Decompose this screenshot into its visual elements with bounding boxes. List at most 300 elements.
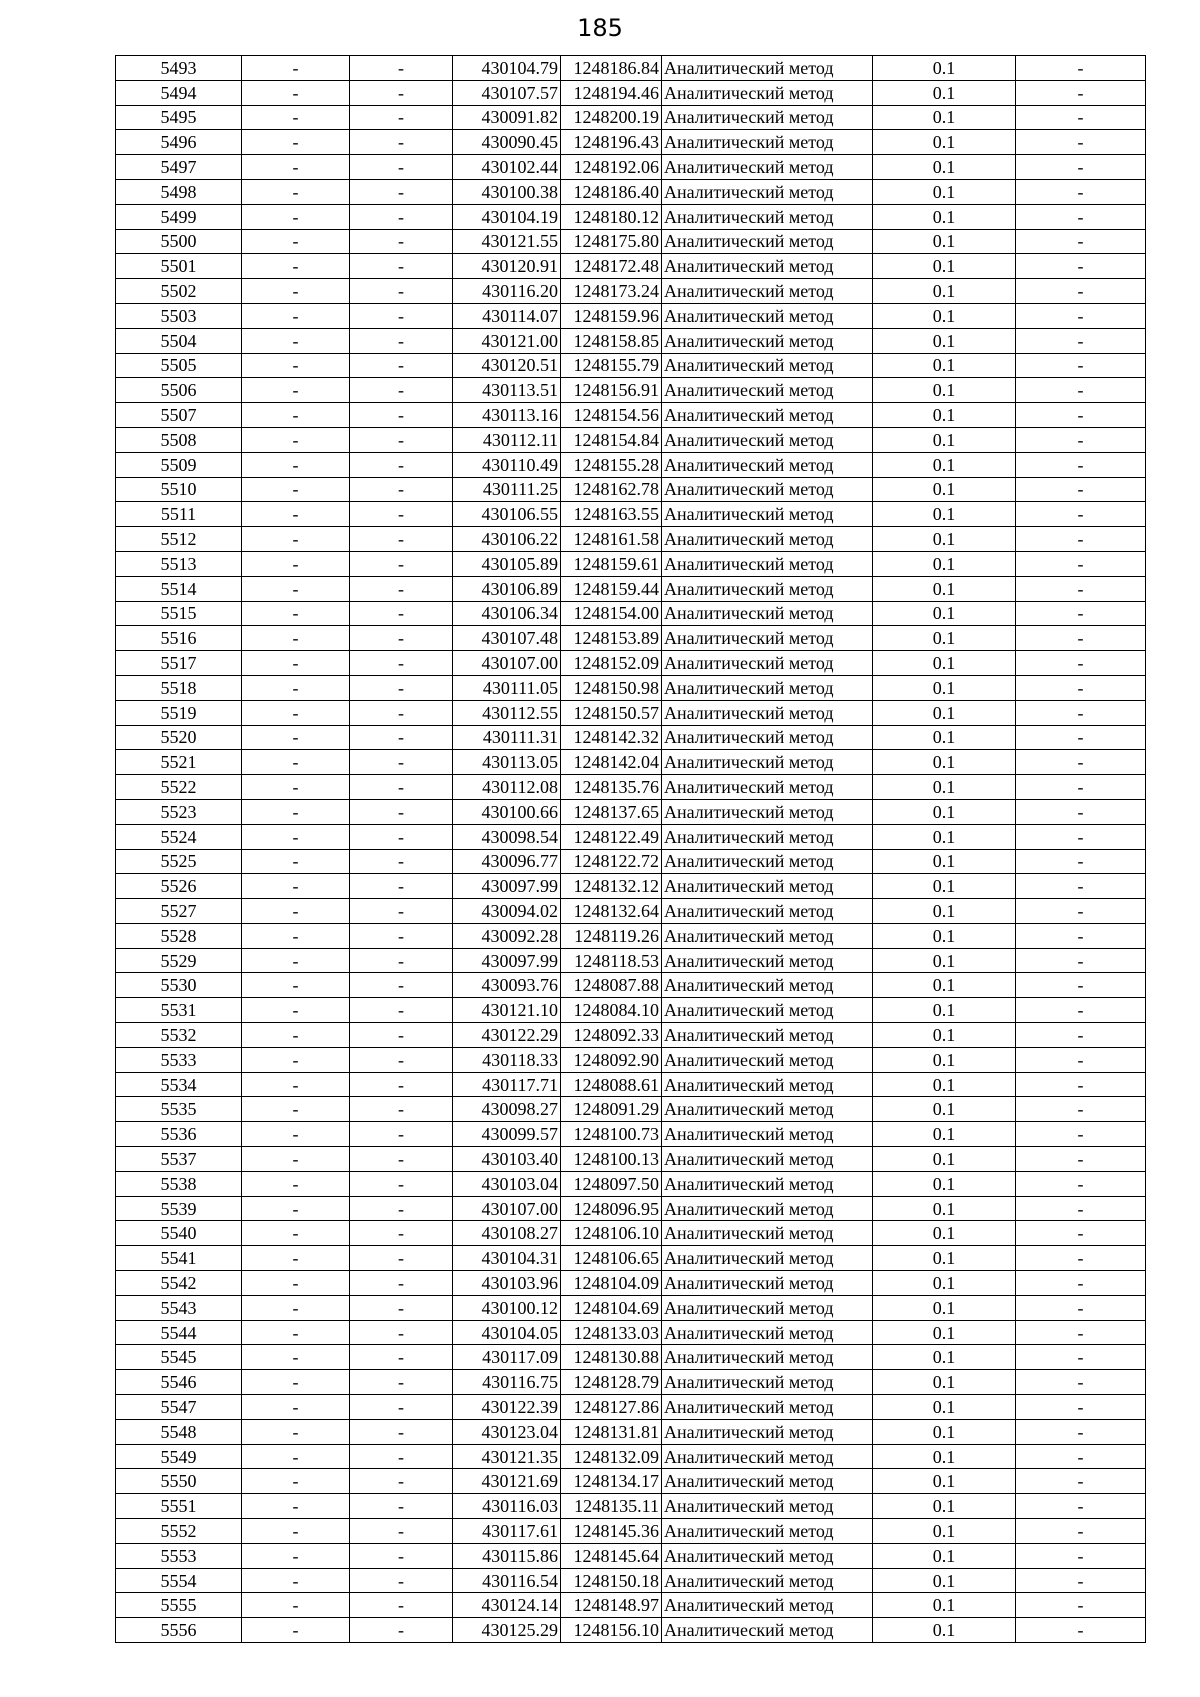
dash-cell: -	[1016, 452, 1146, 477]
table-row	[116, 80, 1146, 105]
dash-cell: -	[242, 1221, 350, 1246]
accuracy-cell: 0.1	[873, 328, 1016, 353]
accuracy-cell: 0.1	[873, 1419, 1016, 1444]
dash-cell: -	[1016, 1122, 1146, 1147]
table-row	[116, 403, 1146, 428]
x-coordinate-cell: 430104.05	[453, 1320, 561, 1345]
x-coordinate-cell: 430112.55	[453, 700, 561, 725]
x-coordinate-cell: 430100.38	[453, 179, 561, 204]
table-row	[116, 1593, 1146, 1618]
dash-cell: -	[1016, 1543, 1146, 1568]
dash-cell: -	[1016, 849, 1146, 874]
dash-cell: -	[242, 1568, 350, 1593]
table-row	[116, 1419, 1146, 1444]
point-number-cell: 5519	[116, 700, 242, 725]
dash-cell: -	[242, 1023, 350, 1048]
method-cell: Аналитический метод	[662, 477, 873, 502]
y-coordinate-cell: 1248159.44	[561, 576, 662, 601]
accuracy-cell: 0.1	[873, 1345, 1016, 1370]
dash-cell: -	[242, 452, 350, 477]
method-cell: Аналитический метод	[662, 1295, 873, 1320]
dash-cell: -	[1016, 576, 1146, 601]
accuracy-cell: 0.1	[873, 874, 1016, 899]
point-number-cell: 5496	[116, 130, 242, 155]
dash-cell: -	[1016, 1494, 1146, 1519]
x-coordinate-cell: 430091.82	[453, 105, 561, 130]
accuracy-cell: 0.1	[873, 1494, 1016, 1519]
dash-cell: -	[1016, 700, 1146, 725]
x-coordinate-cell: 430114.07	[453, 303, 561, 328]
accuracy-cell: 0.1	[873, 775, 1016, 800]
accuracy-cell: 0.1	[873, 1171, 1016, 1196]
method-cell: Аналитический метод	[662, 899, 873, 924]
y-coordinate-cell: 1248118.53	[561, 948, 662, 973]
table-row	[116, 328, 1146, 353]
method-cell: Аналитический метод	[662, 1047, 873, 1072]
y-coordinate-cell: 1248104.69	[561, 1295, 662, 1320]
dash-cell: -	[242, 130, 350, 155]
y-coordinate-cell: 1248091.29	[561, 1097, 662, 1122]
accuracy-cell: 0.1	[873, 675, 1016, 700]
table-row	[116, 1171, 1146, 1196]
dash-cell: -	[350, 1221, 453, 1246]
dash-cell: -	[350, 1494, 453, 1519]
dash-cell: -	[242, 427, 350, 452]
table-row	[116, 1469, 1146, 1494]
table-row	[116, 1444, 1146, 1469]
y-coordinate-cell: 1248152.09	[561, 651, 662, 676]
method-cell: Аналитический метод	[662, 1543, 873, 1568]
accuracy-cell: 0.1	[873, 1023, 1016, 1048]
accuracy-cell: 0.1	[873, 725, 1016, 750]
dash-cell: -	[242, 626, 350, 651]
dash-cell: -	[1016, 998, 1146, 1023]
method-cell: Аналитический метод	[662, 824, 873, 849]
y-coordinate-cell: 1248132.09	[561, 1444, 662, 1469]
accuracy-cell: 0.1	[873, 1295, 1016, 1320]
method-cell: Аналитический метод	[662, 1271, 873, 1296]
point-number-cell: 5552	[116, 1519, 242, 1544]
table-row	[116, 279, 1146, 304]
dash-cell: -	[350, 378, 453, 403]
method-cell: Аналитический метод	[662, 1395, 873, 1420]
dash-cell: -	[1016, 1295, 1146, 1320]
accuracy-cell: 0.1	[873, 1370, 1016, 1395]
dash-cell: -	[350, 502, 453, 527]
method-cell: Аналитический метод	[662, 849, 873, 874]
dash-cell: -	[242, 675, 350, 700]
page-number: 185	[577, 14, 623, 42]
dash-cell: -	[350, 1543, 453, 1568]
point-number-cell: 5532	[116, 1023, 242, 1048]
accuracy-cell: 0.1	[873, 502, 1016, 527]
dash-cell: -	[350, 452, 453, 477]
point-number-cell: 5537	[116, 1147, 242, 1172]
dash-cell: -	[242, 1295, 350, 1320]
dash-cell: -	[242, 229, 350, 254]
dash-cell: -	[350, 1618, 453, 1643]
dash-cell: -	[242, 105, 350, 130]
dash-cell: -	[242, 923, 350, 948]
dash-cell: -	[242, 1370, 350, 1395]
point-number-cell: 5510	[116, 477, 242, 502]
x-coordinate-cell: 430113.16	[453, 403, 561, 428]
method-cell: Аналитический метод	[662, 700, 873, 725]
x-coordinate-cell: 430117.71	[453, 1072, 561, 1097]
accuracy-cell: 0.1	[873, 601, 1016, 626]
dash-cell: -	[1016, 229, 1146, 254]
dash-cell: -	[242, 1543, 350, 1568]
dash-cell: -	[1016, 303, 1146, 328]
dash-cell: -	[350, 1593, 453, 1618]
table-row	[116, 899, 1146, 924]
point-number-cell: 5508	[116, 427, 242, 452]
table-row	[116, 948, 1146, 973]
point-number-cell: 5543	[116, 1295, 242, 1320]
dash-cell: -	[1016, 973, 1146, 998]
method-cell: Аналитический метод	[662, 576, 873, 601]
y-coordinate-cell: 1248172.48	[561, 254, 662, 279]
accuracy-cell: 0.1	[873, 155, 1016, 180]
dash-cell: -	[1016, 1593, 1146, 1618]
dash-cell: -	[1016, 56, 1146, 81]
dash-cell: -	[242, 601, 350, 626]
dash-cell: -	[350, 254, 453, 279]
dash-cell: -	[242, 1419, 350, 1444]
method-cell: Аналитический метод	[662, 1221, 873, 1246]
dash-cell: -	[1016, 1320, 1146, 1345]
dash-cell: -	[242, 527, 350, 552]
point-number-cell: 5527	[116, 899, 242, 924]
x-coordinate-cell: 430124.14	[453, 1593, 561, 1618]
dash-cell: -	[350, 279, 453, 304]
accuracy-cell: 0.1	[873, 651, 1016, 676]
table-row	[116, 551, 1146, 576]
accuracy-cell: 0.1	[873, 923, 1016, 948]
point-number-cell: 5556	[116, 1618, 242, 1643]
y-coordinate-cell: 1248137.65	[561, 799, 662, 824]
accuracy-cell: 0.1	[873, 279, 1016, 304]
x-coordinate-cell: 430103.04	[453, 1171, 561, 1196]
dash-cell: -	[350, 998, 453, 1023]
x-coordinate-cell: 430112.08	[453, 775, 561, 800]
x-coordinate-cell: 430113.05	[453, 750, 561, 775]
accuracy-cell: 0.1	[873, 1618, 1016, 1643]
y-coordinate-cell: 1248145.64	[561, 1543, 662, 1568]
accuracy-cell: 0.1	[873, 899, 1016, 924]
x-coordinate-cell: 430121.69	[453, 1469, 561, 1494]
method-cell: Аналитический метод	[662, 923, 873, 948]
accuracy-cell: 0.1	[873, 799, 1016, 824]
dash-cell: -	[242, 1122, 350, 1147]
point-number-cell: 5539	[116, 1196, 242, 1221]
point-number-cell: 5526	[116, 874, 242, 899]
dash-cell: -	[1016, 1221, 1146, 1246]
method-cell: Аналитический метод	[662, 725, 873, 750]
dash-cell: -	[350, 229, 453, 254]
x-coordinate-cell: 430108.27	[453, 1221, 561, 1246]
y-coordinate-cell: 1248156.10	[561, 1618, 662, 1643]
method-cell: Аналитический метод	[662, 973, 873, 998]
dash-cell: -	[1016, 527, 1146, 552]
y-coordinate-cell: 1248119.26	[561, 923, 662, 948]
point-number-cell: 5498	[116, 179, 242, 204]
dash-cell: -	[1016, 1568, 1146, 1593]
dash-cell: -	[350, 651, 453, 676]
dash-cell: -	[1016, 799, 1146, 824]
point-number-cell: 5518	[116, 675, 242, 700]
accuracy-cell: 0.1	[873, 80, 1016, 105]
y-coordinate-cell: 1248132.64	[561, 899, 662, 924]
point-number-cell: 5541	[116, 1246, 242, 1271]
table-row	[116, 1543, 1146, 1568]
x-coordinate-cell: 430115.86	[453, 1543, 561, 1568]
y-coordinate-cell: 1248106.10	[561, 1221, 662, 1246]
dash-cell: -	[350, 1345, 453, 1370]
dash-cell: -	[1016, 824, 1146, 849]
method-cell: Аналитический метод	[662, 427, 873, 452]
y-coordinate-cell: 1248132.12	[561, 874, 662, 899]
y-coordinate-cell: 1248084.10	[561, 998, 662, 1023]
dash-cell: -	[350, 1320, 453, 1345]
dash-cell: -	[350, 1246, 453, 1271]
point-number-cell: 5540	[116, 1221, 242, 1246]
dash-cell: -	[1016, 1147, 1146, 1172]
method-cell: Аналитический метод	[662, 105, 873, 130]
y-coordinate-cell: 1248142.32	[561, 725, 662, 750]
accuracy-cell: 0.1	[873, 130, 1016, 155]
table-row	[116, 1345, 1146, 1370]
accuracy-cell: 0.1	[873, 824, 1016, 849]
dash-cell: -	[1016, 1345, 1146, 1370]
table-row	[116, 1395, 1146, 1420]
method-cell: Аналитический метод	[662, 527, 873, 552]
accuracy-cell: 0.1	[873, 1593, 1016, 1618]
dash-cell: -	[1016, 254, 1146, 279]
dash-cell: -	[242, 502, 350, 527]
y-coordinate-cell: 1248087.88	[561, 973, 662, 998]
table-row	[116, 1494, 1146, 1519]
dash-cell: -	[1016, 551, 1146, 576]
method-cell: Аналитический метод	[662, 179, 873, 204]
x-coordinate-cell: 430102.44	[453, 155, 561, 180]
table-row	[116, 1271, 1146, 1296]
method-cell: Аналитический метод	[662, 1419, 873, 1444]
point-number-cell: 5550	[116, 1469, 242, 1494]
accuracy-cell: 0.1	[873, 1246, 1016, 1271]
table-row	[116, 130, 1146, 155]
x-coordinate-cell: 430107.48	[453, 626, 561, 651]
point-number-cell: 5500	[116, 229, 242, 254]
y-coordinate-cell: 1248200.19	[561, 105, 662, 130]
accuracy-cell: 0.1	[873, 948, 1016, 973]
table-row	[116, 378, 1146, 403]
dash-cell: -	[1016, 923, 1146, 948]
method-cell: Аналитический метод	[662, 56, 873, 81]
table-row	[116, 1568, 1146, 1593]
y-coordinate-cell: 1248150.18	[561, 1568, 662, 1593]
accuracy-cell: 0.1	[873, 1519, 1016, 1544]
method-cell: Аналитический метод	[662, 1171, 873, 1196]
x-coordinate-cell: 430121.35	[453, 1444, 561, 1469]
dash-cell: -	[350, 576, 453, 601]
table-row	[116, 849, 1146, 874]
method-cell: Аналитический метод	[662, 601, 873, 626]
x-coordinate-cell: 430099.57	[453, 1122, 561, 1147]
x-coordinate-cell: 430093.76	[453, 973, 561, 998]
y-coordinate-cell: 1248162.78	[561, 477, 662, 502]
x-coordinate-cell: 430104.79	[453, 56, 561, 81]
x-coordinate-cell: 430090.45	[453, 130, 561, 155]
method-cell: Аналитический метод	[662, 775, 873, 800]
method-cell: Аналитический метод	[662, 998, 873, 1023]
accuracy-cell: 0.1	[873, 1469, 1016, 1494]
point-number-cell: 5551	[116, 1494, 242, 1519]
dash-cell: -	[242, 1593, 350, 1618]
y-coordinate-cell: 1248092.33	[561, 1023, 662, 1048]
x-coordinate-cell: 430104.19	[453, 204, 561, 229]
x-coordinate-cell: 430111.05	[453, 675, 561, 700]
point-number-cell: 5517	[116, 651, 242, 676]
method-cell: Аналитический метод	[662, 204, 873, 229]
dash-cell: -	[242, 155, 350, 180]
method-cell: Аналитический метод	[662, 1494, 873, 1519]
dash-cell: -	[1016, 1047, 1146, 1072]
x-coordinate-cell: 430105.89	[453, 551, 561, 576]
point-number-cell: 5545	[116, 1345, 242, 1370]
dash-cell: -	[242, 1147, 350, 1172]
accuracy-cell: 0.1	[873, 1072, 1016, 1097]
accuracy-cell: 0.1	[873, 1320, 1016, 1345]
dash-cell: -	[350, 1171, 453, 1196]
dash-cell: -	[350, 899, 453, 924]
dash-cell: -	[350, 675, 453, 700]
dash-cell: -	[1016, 328, 1146, 353]
method-cell: Аналитический метод	[662, 948, 873, 973]
dash-cell: -	[242, 1519, 350, 1544]
accuracy-cell: 0.1	[873, 1097, 1016, 1122]
table-row	[116, 1519, 1146, 1544]
dash-cell: -	[1016, 427, 1146, 452]
table-row	[116, 477, 1146, 502]
dash-cell: -	[350, 204, 453, 229]
coordinates-table	[115, 55, 1146, 1643]
accuracy-cell: 0.1	[873, 1147, 1016, 1172]
accuracy-cell: 0.1	[873, 303, 1016, 328]
dash-cell: -	[350, 403, 453, 428]
point-number-cell: 5522	[116, 775, 242, 800]
method-cell: Аналитический метод	[662, 403, 873, 428]
table-row	[116, 750, 1146, 775]
x-coordinate-cell: 430100.12	[453, 1295, 561, 1320]
table-row	[116, 973, 1146, 998]
method-cell: Аналитический метод	[662, 1370, 873, 1395]
y-coordinate-cell: 1248196.43	[561, 130, 662, 155]
dash-cell: -	[242, 1618, 350, 1643]
y-coordinate-cell: 1248155.79	[561, 353, 662, 378]
method-cell: Аналитический метод	[662, 502, 873, 527]
dash-cell: -	[1016, 1097, 1146, 1122]
dash-cell: -	[1016, 1072, 1146, 1097]
dash-cell: -	[1016, 179, 1146, 204]
table-row	[116, 353, 1146, 378]
method-cell: Аналитический метод	[662, 874, 873, 899]
x-coordinate-cell: 430116.03	[453, 1494, 561, 1519]
method-cell: Аналитический метод	[662, 1147, 873, 1172]
y-coordinate-cell: 1248127.86	[561, 1395, 662, 1420]
dash-cell: -	[350, 824, 453, 849]
y-coordinate-cell: 1248135.11	[561, 1494, 662, 1519]
point-number-cell: 5549	[116, 1444, 242, 1469]
accuracy-cell: 0.1	[873, 750, 1016, 775]
table-row	[116, 576, 1146, 601]
accuracy-cell: 0.1	[873, 576, 1016, 601]
y-coordinate-cell: 1248156.91	[561, 378, 662, 403]
y-coordinate-cell: 1248163.55	[561, 502, 662, 527]
dash-cell: -	[1016, 1196, 1146, 1221]
method-cell: Аналитический метод	[662, 1196, 873, 1221]
dash-cell: -	[242, 899, 350, 924]
table-row	[116, 204, 1146, 229]
x-coordinate-cell: 430111.31	[453, 725, 561, 750]
x-coordinate-cell: 430107.00	[453, 1196, 561, 1221]
y-coordinate-cell: 1248159.61	[561, 551, 662, 576]
method-cell: Аналитический метод	[662, 303, 873, 328]
dash-cell: -	[1016, 1519, 1146, 1544]
dash-cell: -	[1016, 155, 1146, 180]
table-row	[116, 651, 1146, 676]
dash-cell: -	[242, 1494, 350, 1519]
dash-cell: -	[1016, 1023, 1146, 1048]
dash-cell: -	[242, 1320, 350, 1345]
point-number-cell: 5538	[116, 1171, 242, 1196]
y-coordinate-cell: 1248186.40	[561, 179, 662, 204]
y-coordinate-cell: 1248150.57	[561, 700, 662, 725]
table-row	[116, 1196, 1146, 1221]
dash-cell: -	[350, 155, 453, 180]
x-coordinate-cell: 430113.51	[453, 378, 561, 403]
dash-cell: -	[350, 1519, 453, 1544]
dash-cell: -	[242, 551, 350, 576]
dash-cell: -	[1016, 1469, 1146, 1494]
y-coordinate-cell: 1248100.73	[561, 1122, 662, 1147]
y-coordinate-cell: 1248142.04	[561, 750, 662, 775]
y-coordinate-cell: 1248131.81	[561, 1419, 662, 1444]
table-row	[116, 824, 1146, 849]
y-coordinate-cell: 1248097.50	[561, 1171, 662, 1196]
point-number-cell: 5497	[116, 155, 242, 180]
dash-cell: -	[242, 1246, 350, 1271]
x-coordinate-cell: 430120.51	[453, 353, 561, 378]
y-coordinate-cell: 1248154.84	[561, 427, 662, 452]
y-coordinate-cell: 1248159.96	[561, 303, 662, 328]
point-number-cell: 5493	[116, 56, 242, 81]
dash-cell: -	[1016, 1370, 1146, 1395]
dash-cell: -	[242, 56, 350, 81]
y-coordinate-cell: 1248100.13	[561, 1147, 662, 1172]
accuracy-cell: 0.1	[873, 849, 1016, 874]
x-coordinate-cell: 430120.91	[453, 254, 561, 279]
dash-cell: -	[1016, 651, 1146, 676]
method-cell: Аналитический метод	[662, 1469, 873, 1494]
table-row	[116, 923, 1146, 948]
y-coordinate-cell: 1248096.95	[561, 1196, 662, 1221]
dash-cell: -	[242, 179, 350, 204]
dash-cell: -	[350, 1047, 453, 1072]
y-coordinate-cell: 1248161.58	[561, 527, 662, 552]
x-coordinate-cell: 430097.99	[453, 874, 561, 899]
accuracy-cell: 0.1	[873, 1395, 1016, 1420]
